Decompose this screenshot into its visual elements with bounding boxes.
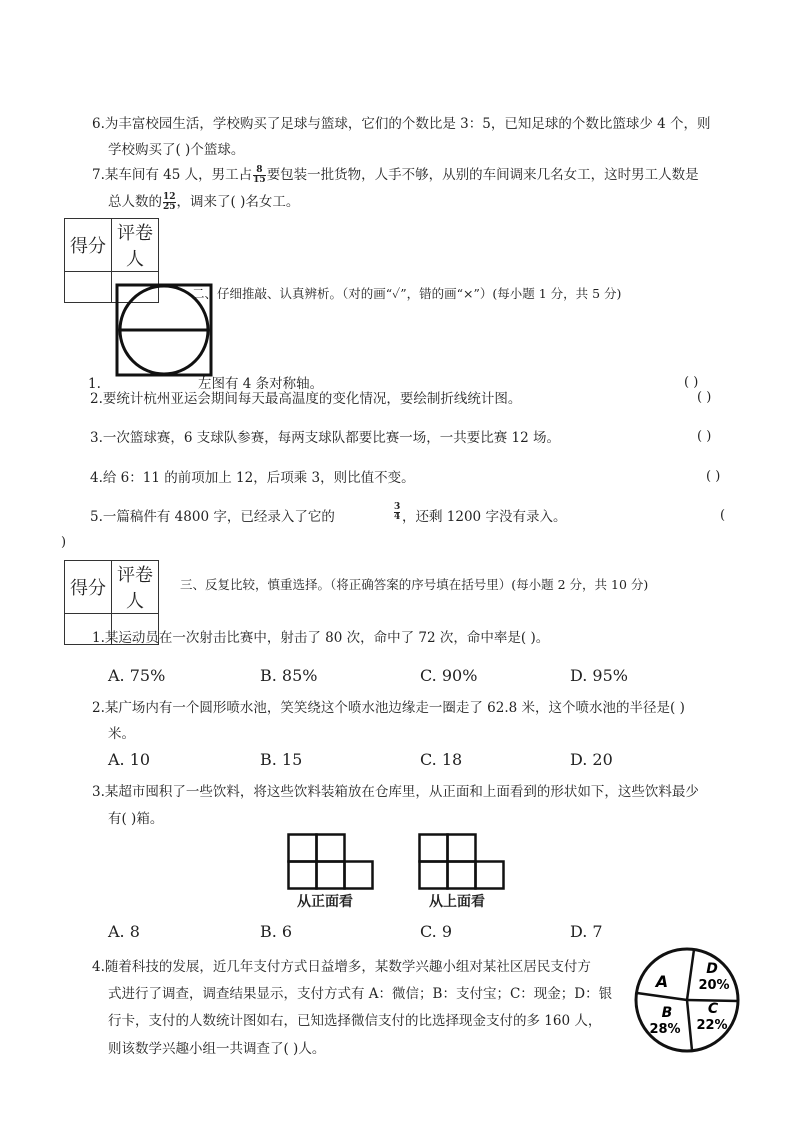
- s2-q1-answer-paren[interactable]: ( ): [684, 375, 699, 390]
- top-view-figure: [418, 833, 508, 891]
- q7-fraction-2-denominator: 25: [163, 202, 176, 212]
- q7-fraction-1-numerator: 8: [253, 166, 266, 176]
- s3-q2-option-d[interactable]: D. 20: [570, 750, 613, 769]
- s3-q1-option-c[interactable]: C. 90%: [420, 666, 478, 685]
- s2-q5-fraction: [394, 503, 400, 522]
- s3-q4-line-1: 4.随着科技的发展，近几年支付方式日益增多，某数学兴趣小组对某社区居民支付方: [92, 959, 591, 975]
- s3-q2-line-1: 2.某广场内有一个圆形喷水池，笑笑绕这个喷水池边缘走一圈走了 62.8 米，这个喷水池的半径是( ): [92, 700, 685, 716]
- s2-q4-answer-paren[interactable]: ( ): [706, 469, 721, 484]
- q6-line-1: 6.为丰富校园生活，学校购买了足球与篮球，它们的个数比是 3：5，已知足球的个数比篮球少 4 个，则: [92, 116, 711, 132]
- score-label: 得分: [65, 561, 112, 614]
- s2-q5-text-a: 5.一篇稿件有 4800 字，已经录入了它的: [90, 509, 335, 525]
- s2-q1-number: 1.: [88, 376, 101, 392]
- section-3-heading: 三、反复比较，慎重选择。（将正确答案的序号填在括号里）(每小题 2 分，共 10 分): [180, 577, 649, 592]
- q7-fraction-2-numerator: 12: [163, 192, 176, 202]
- payment-pie-chart: [632, 945, 742, 1055]
- s2-q5-fraction-denominator: 4: [394, 512, 401, 522]
- s2-q2-answer-paren[interactable]: ( ): [697, 390, 712, 405]
- q7-fraction-1: [253, 166, 266, 185]
- pie-label-d: D: [706, 961, 718, 977]
- s2-q1-text: 左图有 4 条对称轴。: [198, 376, 324, 392]
- s2-q4-text: 4.给 6：11 的前项加上 12，后项乘 3，则比值不变。: [90, 470, 415, 486]
- pie-label-c: C: [707, 1001, 719, 1017]
- q7-text-b: 要包装一批货物，人手不够，从别的车间调来几名女工，这时男工人数是: [266, 167, 699, 183]
- s3-q2-option-b[interactable]: B. 15: [260, 750, 303, 769]
- reviewer-label: 评卷人: [112, 219, 159, 272]
- s3-q4-line-3: 行卡，支付的人数统计图如右，已知选择微信支付的比选择现金支付的多 160 人，: [108, 1013, 602, 1029]
- s3-q4-line-4: 则该数学兴趣小组一共调查了( )人。: [108, 1041, 326, 1057]
- section-2-heading: 二、仔细推敲、认真辨析。（对的画“✓”，错的画“×”）(每小题 1 分，共 5 分): [192, 286, 622, 301]
- q7-fraction-2: [163, 193, 176, 212]
- s2-q5-text-b: ，还剩 1200 字没有录入。: [402, 509, 567, 525]
- pie-value-b: 28%: [649, 1022, 681, 1037]
- q7-line-2: [108, 193, 299, 212]
- s3-q3-line-1: 3.某超市囤积了一些饮料，将这些饮料装箱放在仓库里，从正面和上面看到的形状如下，这些饮料最少: [92, 784, 699, 800]
- pie-divider-a-d: [687, 950, 694, 1001]
- s3-q3-option-d[interactable]: D. 7: [570, 922, 603, 941]
- s2-q3-answer-paren[interactable]: ( ): [697, 429, 712, 444]
- s3-q2-option-a[interactable]: A. 10: [108, 750, 151, 769]
- s3-q3-option-b[interactable]: B. 6: [260, 922, 293, 941]
- q6-line-2: 学校购买了( )个篮球。: [108, 142, 245, 158]
- s3-q3-line-2: 有( )箱。: [108, 811, 164, 827]
- pie-label-a: A: [655, 972, 669, 991]
- front-view-label: 从正面看: [297, 894, 353, 910]
- pie-label-b: B: [661, 1005, 673, 1021]
- pie-divider-a-b: [637, 993, 687, 1000]
- score-cell[interactable]: [65, 272, 112, 303]
- s3-q1-text: 1.某运动员在一次射击比赛中，射击了 80 次，命中了 72 次，命中率是( )。: [92, 630, 550, 646]
- s3-q1-option-a[interactable]: A. 75%: [108, 666, 166, 685]
- pie-value-c: 22%: [696, 1018, 728, 1033]
- q7-line-1: [92, 166, 699, 185]
- q7-text-a: 7.某车间有 45 人，男工占: [92, 167, 253, 183]
- s3-q2-option-c[interactable]: C. 18: [420, 750, 463, 769]
- s2-q3-text: 3.一次篮球赛，6 支球队参赛，每两支球队都要比赛一场，一共要比赛 12 场。: [90, 430, 561, 446]
- top-view-label: 从上面看: [429, 894, 485, 910]
- s3-q1-option-b[interactable]: B. 85%: [260, 666, 318, 685]
- s3-q4-line-2: 式进行了调查，调查结果显示，支付方式有 A：微信；B：支付宝；C：现金；D：银: [108, 986, 613, 1002]
- q7-text-c: 总人数的: [108, 194, 162, 210]
- s2-q5-paren-close[interactable]: ): [61, 535, 67, 550]
- s3-q3-option-a[interactable]: A. 8: [108, 922, 140, 941]
- s2-q5-paren-open[interactable]: (: [720, 508, 726, 523]
- s2-q5-fraction-numerator: 3: [394, 502, 401, 512]
- s2-q2-text: 2.要统计杭州亚运会期间每天最高温度的变化情况，要绘制折线统计图。: [90, 391, 522, 407]
- pie-value-d: 20%: [698, 978, 730, 993]
- q7-fraction-1-denominator: 15: [253, 175, 266, 185]
- s3-q2-line-2: 米。: [108, 726, 135, 742]
- score-label: 得分: [65, 219, 112, 272]
- s3-q3-option-c[interactable]: C. 9: [420, 922, 453, 941]
- reviewer-label: 评卷人: [112, 561, 159, 614]
- pie-divider-b-c: [687, 1000, 692, 1051]
- q7-text-d: ，调来了( )名女工。: [176, 194, 300, 210]
- front-view-figure: [287, 833, 377, 891]
- s3-q1-option-d[interactable]: D. 95%: [570, 666, 628, 685]
